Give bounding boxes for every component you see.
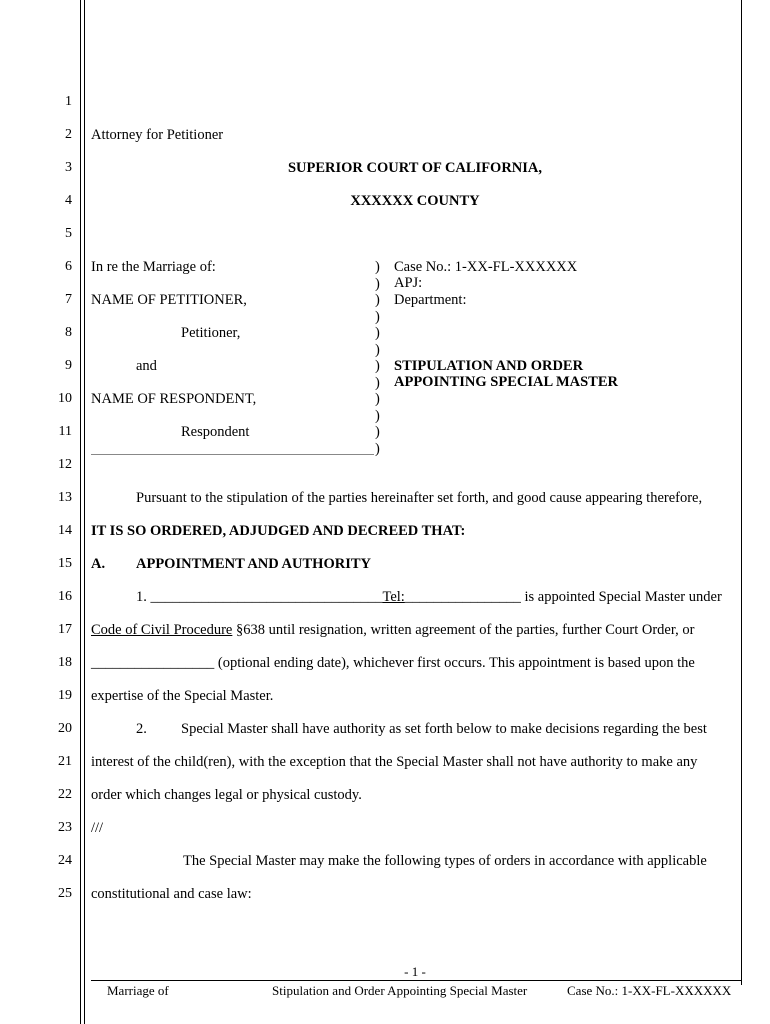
tel-label: Tel:	[382, 589, 405, 605]
caption-parentheses	[375, 259, 385, 457]
paragraph-1-line2	[91, 622, 694, 639]
left-margin-rule-inner	[84, 0, 85, 1024]
paren: )	[375, 325, 380, 341]
caption-and: and	[136, 358, 157, 374]
line-number: 23	[58, 820, 72, 835]
paragraph-3-line2: constitutional and case law:	[91, 886, 252, 902]
line-number: 21	[58, 754, 72, 769]
paren: )	[375, 407, 380, 424]
line-number: 22	[58, 787, 72, 802]
department: Department:	[394, 292, 467, 308]
p1-rest: is appointed Special Master under	[524, 589, 722, 605]
line-number: 4	[65, 193, 72, 208]
line-number: 6	[65, 259, 72, 274]
line-number: 19	[58, 688, 72, 703]
line-number: 20	[58, 721, 72, 736]
line-number: 7	[65, 292, 72, 307]
p1-line2-rest: §638 until resignation, written agreement of the parties, further Court Order, or	[235, 622, 695, 638]
paragraph-3-line1: The Special Master may make the following types of orders in accordance with applicable	[183, 853, 707, 869]
paragraph-2-line2: interest of the child(ren), with the exception that the Special Master shall not have authority to make any	[91, 754, 698, 770]
line-number: 25	[58, 886, 72, 901]
line-number: 15	[58, 556, 72, 571]
attorney-line: Attorney for Petitioner	[91, 127, 224, 143]
line-number: 1	[65, 94, 72, 109]
paren: )	[375, 440, 380, 457]
ending-date-blank: _________________	[91, 655, 215, 671]
court-county: XXXXXX COUNTY	[350, 193, 480, 209]
line-number: 2	[65, 127, 72, 142]
line-number: 8	[65, 325, 72, 340]
tel-blank: ________________	[404, 589, 521, 605]
line-number: 5	[65, 226, 72, 241]
line-number: 16	[58, 589, 72, 604]
paren: )	[375, 308, 380, 325]
paren: )	[375, 341, 380, 358]
code-civil-procedure: Code of Civil Procedure	[91, 622, 233, 638]
petitioner-name: NAME OF PETITIONER,	[91, 292, 247, 308]
petitioner-label: Petitioner,	[181, 325, 241, 341]
line-number: 11	[58, 424, 72, 439]
paren: )	[375, 292, 380, 308]
p1-line3-rest: (optional ending date), whichever first occurs. This appointment is based upon the	[217, 655, 695, 671]
line-number: 10	[58, 391, 72, 406]
paren: )	[375, 275, 380, 292]
left-margin-rule	[80, 0, 81, 1024]
caption-in-re: In re the Marriage of:	[91, 259, 216, 275]
apj: APJ:	[394, 275, 423, 291]
court-name: SUPERIOR COURT OF CALIFORNIA,	[287, 160, 543, 176]
paren: )	[375, 391, 380, 407]
special-master-name-blank: ________________________________	[150, 589, 383, 605]
line-number: 3	[65, 160, 72, 175]
paren: )	[375, 424, 380, 440]
paragraph-2-line3: order which changes legal or physical custody.	[91, 787, 362, 803]
paren: )	[375, 358, 380, 374]
paren: )	[375, 259, 380, 275]
slashes: ///	[91, 820, 104, 836]
line-number: 9	[65, 358, 72, 373]
line-number: 18	[58, 655, 72, 670]
intro-paragraph: Pursuant to the stipulation of the parties hereinafter set forth, and good cause appearing therefore,	[136, 490, 703, 506]
ordered-heading: IT IS SO ORDERED, ADJUDGED AND DECREED THAT:	[91, 523, 466, 539]
p1-number: 1.	[136, 589, 147, 605]
paragraph-1-line3	[91, 655, 695, 672]
footer-center: Stipulation and Order Appointing Special Master	[272, 983, 528, 998]
footer-left: Marriage of	[107, 983, 169, 998]
paragraph-2-number: 2.	[136, 721, 147, 737]
paragraph-1-line1	[136, 589, 722, 606]
caption-underline	[91, 454, 374, 455]
respondent-label: Respondent	[181, 424, 250, 440]
paren: )	[375, 374, 380, 391]
footer-right: Case No.: 1-XX-FL-XXXXXX	[567, 983, 732, 998]
line-number: 14	[58, 523, 72, 538]
paragraph-1-line4: expertise of the Special Master.	[91, 688, 274, 704]
section-title: APPOINTMENT AND AUTHORITY	[136, 556, 371, 572]
line-number: 13	[58, 490, 72, 505]
case-number: Case No.: 1-XX-FL-XXXXXX	[394, 259, 578, 275]
line-number: 24	[58, 853, 72, 868]
line-number: 12	[58, 457, 72, 472]
section-letter: A.	[91, 556, 106, 572]
right-margin-rule	[741, 0, 742, 985]
document-title-line2: APPOINTING SPECIAL MASTER	[394, 374, 618, 390]
page-number: - 1 -	[404, 964, 426, 979]
line-number: 17	[58, 622, 72, 637]
document-title-line1: STIPULATION AND ORDER	[394, 358, 584, 374]
respondent-name: NAME OF RESPONDENT,	[91, 391, 257, 407]
footer-rule	[91, 980, 741, 981]
paragraph-2-line1: Special Master shall have authority as set forth below to make decisions regarding the best	[181, 721, 707, 737]
